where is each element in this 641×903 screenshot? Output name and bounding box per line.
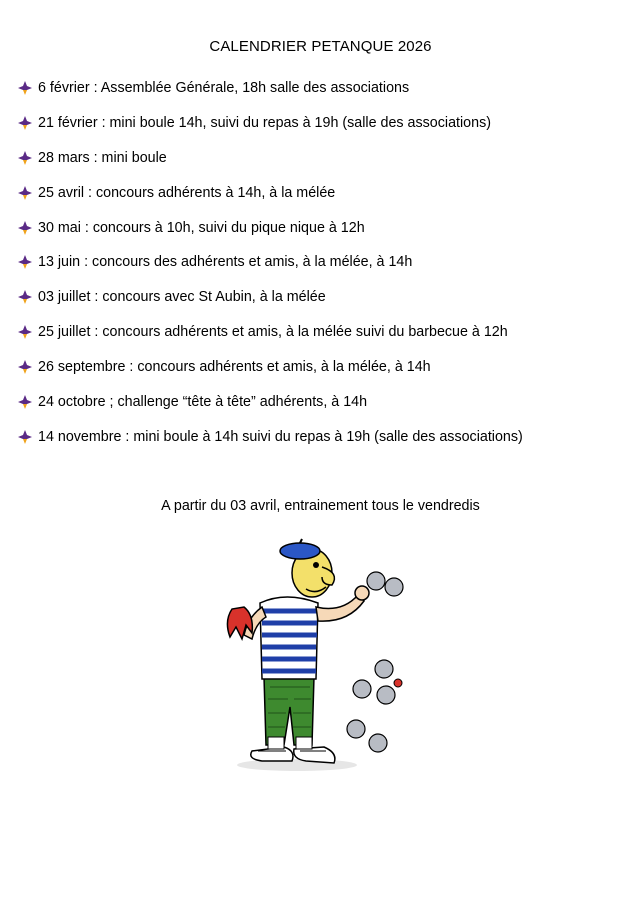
list-item	[18, 149, 523, 184]
event-text: 14 novembre : mini boule à 14h suivi du repas à 19h (salle des associations)	[38, 428, 523, 445]
event-text: 25 juillet : concours adhérents et amis, à la mélée suivi du barbecue à 12h	[38, 324, 508, 341]
event-text: 03 juillet : concours avec St Aubin, à la mélée	[38, 289, 326, 306]
list-item	[18, 323, 523, 358]
petanque-player-illustration	[222, 537, 410, 781]
list-item	[18, 393, 523, 428]
training-note: A partir du 03 avril, entrainement tous le vendredis	[161, 498, 480, 514]
page-title: CALENDRIER PETANQUE 2026	[209, 38, 432, 55]
four-arrow-bullet-icon	[18, 184, 38, 202]
list-item	[18, 358, 523, 393]
list-item	[18, 253, 523, 288]
four-arrow-bullet-icon	[18, 149, 38, 167]
event-text: 25 avril : concours adhérents à 14h, à la mélée	[38, 184, 336, 201]
list-item	[18, 219, 523, 254]
event-text: 21 février : mini boule 14h, suivi du repas à 19h (salle des associations)	[38, 114, 491, 131]
four-arrow-bullet-icon	[18, 219, 38, 237]
list-item	[18, 428, 523, 463]
four-arrow-bullet-icon	[18, 114, 38, 132]
four-arrow-bullet-icon	[18, 288, 38, 306]
list-item	[18, 288, 523, 323]
four-arrow-bullet-icon	[18, 253, 38, 271]
list-item	[18, 184, 523, 219]
four-arrow-bullet-icon	[18, 393, 38, 411]
four-arrow-bullet-icon	[18, 358, 38, 376]
list-item	[18, 114, 523, 149]
event-text: 24 octobre ; challenge “tête à tête” adhérents, à 14h	[38, 394, 368, 411]
event-text: 13 juin : concours des adhérents et amis, à la mélée, à 14h	[38, 254, 413, 271]
list-item	[18, 79, 523, 114]
event-list	[18, 79, 523, 463]
event-text: 30 mai : concours à 10h, suivi du pique nique à 12h	[38, 219, 365, 236]
event-text: 28 mars : mini boule	[38, 149, 167, 166]
event-text: 26 septembre : concours adhérents et amis, à la mélée, à 14h	[38, 359, 431, 376]
four-arrow-bullet-icon	[18, 428, 38, 446]
event-text: 6 février : Assemblée Générale, 18h salle des associations	[38, 80, 410, 96]
four-arrow-bullet-icon	[18, 79, 38, 97]
four-arrow-bullet-icon	[18, 323, 38, 341]
